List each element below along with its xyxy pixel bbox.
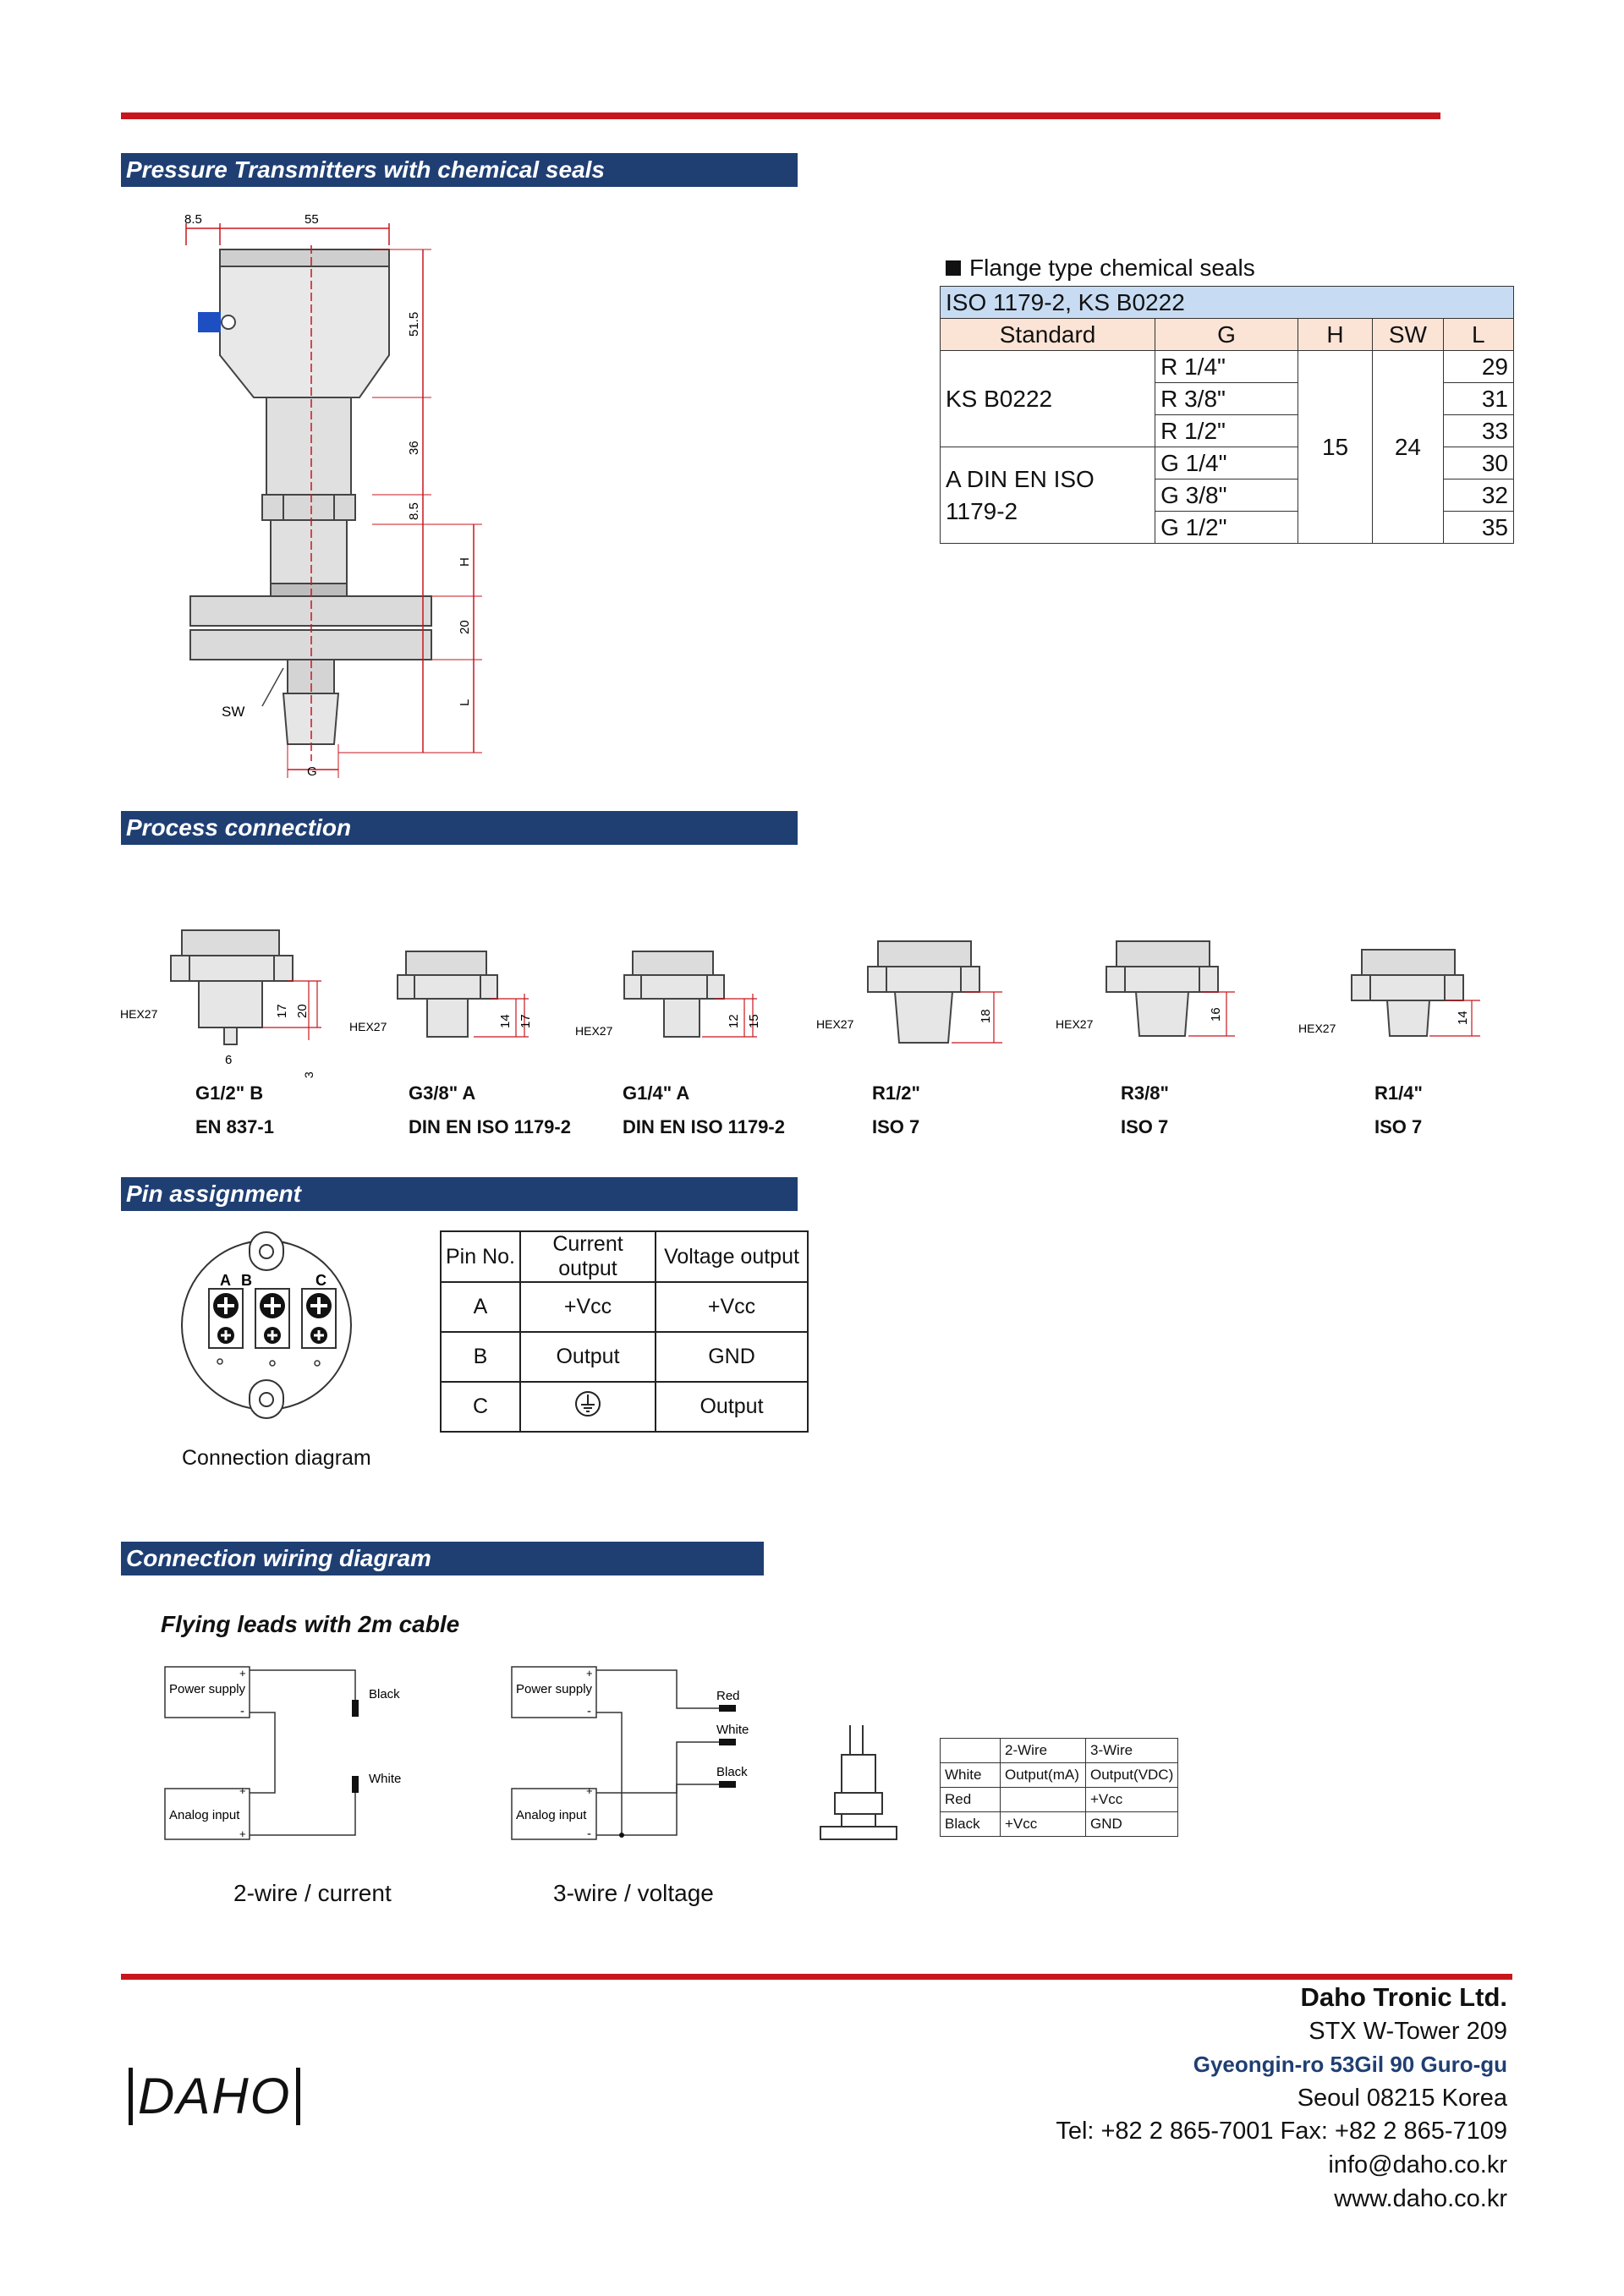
dim-20: 20 bbox=[458, 620, 472, 634]
flange-caption-text: Flange type chemical seals bbox=[969, 255, 1255, 281]
g-cell: G 3/8" bbox=[1155, 479, 1298, 512]
col-g: G bbox=[1155, 319, 1298, 351]
wire-color-table bbox=[940, 1738, 1178, 1837]
wire-table-cell: Red bbox=[941, 1788, 1001, 1812]
l-cell: 35 bbox=[1443, 512, 1513, 544]
wire-black-label: Black bbox=[369, 1687, 400, 1701]
pin-cell: GND bbox=[656, 1332, 808, 1382]
g-cell: R 3/8" bbox=[1155, 383, 1298, 415]
hex-label: HEX27 bbox=[120, 1007, 158, 1021]
conn-name: R1/2" bbox=[872, 1082, 920, 1104]
flange-table-title: ISO 1179-2, KS B0222 bbox=[941, 287, 1514, 319]
ground-symbol-icon bbox=[573, 1389, 602, 1418]
h-value: 15 bbox=[1298, 351, 1372, 544]
connection-diagram-caption: Connection diagram bbox=[182, 1446, 371, 1470]
address-line-3: Seoul 08215 Korea bbox=[1297, 2085, 1507, 2112]
hex-label: HEX27 bbox=[349, 1020, 387, 1033]
minus-sign: - bbox=[587, 1827, 591, 1841]
pin-cell: C bbox=[441, 1382, 520, 1432]
dim-51-5: 51.5 bbox=[407, 311, 421, 337]
pin-label-c: C bbox=[315, 1272, 326, 1289]
conn-std: ISO 7 bbox=[872, 1116, 920, 1137]
l-cell: 30 bbox=[1443, 447, 1513, 479]
wire-white-label: White bbox=[716, 1723, 749, 1737]
pin-cell: Output bbox=[656, 1382, 808, 1432]
pin-header: Pin No. bbox=[441, 1231, 520, 1282]
l-cell: 29 bbox=[1443, 351, 1513, 383]
wiring-subtitle: Flying leads with 2m cable bbox=[161, 1611, 460, 1637]
transmitter-dimension-drawing bbox=[161, 211, 533, 786]
pin-cell: A bbox=[441, 1282, 520, 1332]
dim-8-5-lower: 8.5 bbox=[407, 502, 421, 520]
address-line-2: Gyeongin-ro 53Gil 90 Guro-gu bbox=[1193, 2052, 1507, 2077]
pin-cell: B bbox=[441, 1332, 520, 1382]
conn-std: EN 837-1 bbox=[195, 1116, 274, 1137]
minus-sign: - bbox=[240, 1704, 244, 1718]
analog-input-label: Analog input bbox=[516, 1808, 587, 1822]
square-bullet-icon bbox=[946, 260, 961, 276]
flange-table bbox=[940, 286, 1514, 544]
logo-text: DAHO bbox=[138, 2068, 292, 2124]
section-header-process-connection: Process connection bbox=[121, 811, 798, 845]
process-connection-drawings bbox=[118, 922, 1497, 1082]
plus-sign: + bbox=[239, 1784, 246, 1797]
wire-table-header: 2-Wire bbox=[1001, 1739, 1086, 1763]
wiring-3wire-diagram bbox=[508, 1662, 770, 1848]
std-din: A DIN EN ISO 1179-2 bbox=[941, 447, 1155, 544]
label-sw: SW bbox=[222, 704, 245, 720]
power-supply-label: Power supply bbox=[516, 1682, 593, 1696]
plus-sign: + bbox=[239, 1827, 246, 1840]
label-g: G bbox=[307, 764, 317, 779]
dim: 14 bbox=[1456, 1011, 1470, 1025]
section-header-wiring: Connection wiring diagram bbox=[121, 1542, 764, 1575]
wire-white-label: White bbox=[369, 1772, 402, 1786]
plus-sign: + bbox=[586, 1784, 593, 1797]
dim: 17 bbox=[275, 1004, 289, 1018]
wiring-2wire-diagram bbox=[161, 1662, 423, 1848]
conn-name: R1/4" bbox=[1374, 1082, 1423, 1104]
l-cell: 31 bbox=[1443, 383, 1513, 415]
pin-header: Current output bbox=[520, 1231, 656, 1282]
dim-8-5: 8.5 bbox=[184, 212, 202, 227]
g-cell: R 1/4" bbox=[1155, 351, 1298, 383]
hex-label: HEX27 bbox=[575, 1024, 613, 1038]
hex-label: HEX27 bbox=[1298, 1022, 1336, 1035]
wire-table-cell: GND bbox=[1086, 1812, 1178, 1837]
hex-label: HEX27 bbox=[1056, 1017, 1094, 1031]
contact-website[interactable]: www.daho.co.kr bbox=[1334, 2185, 1507, 2212]
pin-label-a: A bbox=[220, 1272, 231, 1289]
dim-55: 55 bbox=[304, 212, 319, 227]
conn-std: ISO 7 bbox=[1374, 1116, 1423, 1137]
wire-table-header: 3-Wire bbox=[1086, 1739, 1178, 1763]
std-ks: KS B0222 bbox=[941, 351, 1155, 447]
wire-table-header bbox=[941, 1739, 1001, 1763]
dim-36: 36 bbox=[407, 441, 421, 455]
flange-caption bbox=[946, 255, 1255, 282]
conn-name: G1/4" A bbox=[623, 1082, 690, 1104]
wire-table-cell: White bbox=[941, 1763, 1001, 1788]
section-header-transmitters: Pressure Transmitters with chemical seals bbox=[121, 153, 798, 187]
daho-logo bbox=[129, 2068, 300, 2125]
col-sw: SW bbox=[1373, 319, 1443, 351]
wire-table-cell: Black bbox=[941, 1812, 1001, 1837]
l-cell: 33 bbox=[1443, 415, 1513, 447]
dim: 15 bbox=[747, 1014, 761, 1028]
contact-email[interactable]: info@daho.co.kr bbox=[1328, 2151, 1507, 2178]
dim: 14 bbox=[498, 1014, 513, 1028]
g-cell: G 1/2" bbox=[1155, 512, 1298, 544]
footer-rule bbox=[121, 1974, 1512, 1980]
plus-sign: + bbox=[586, 1667, 593, 1680]
wire-table-cell: +Vcc bbox=[1001, 1812, 1086, 1837]
wire-table-cell: Output(mA) bbox=[1001, 1763, 1086, 1788]
col-standard: Standard bbox=[941, 319, 1155, 351]
conn-name: G3/8" A bbox=[409, 1082, 476, 1104]
caption-3wire: 3-wire / voltage bbox=[553, 1880, 714, 1906]
wire-table-cell: Output(VDC) bbox=[1086, 1763, 1178, 1788]
connector-pin-diagram bbox=[178, 1228, 355, 1422]
dim: 12 bbox=[727, 1014, 741, 1028]
minus-sign: - bbox=[587, 1704, 591, 1718]
ground-cell bbox=[520, 1382, 656, 1432]
analog-input-label: Analog input bbox=[169, 1808, 240, 1822]
dim: 6 bbox=[225, 1053, 233, 1067]
conn-name: G1/2" B bbox=[195, 1082, 264, 1104]
power-supply-label: Power supply bbox=[169, 1682, 246, 1696]
g-cell: G 1/4" bbox=[1155, 447, 1298, 479]
dim-h: H bbox=[458, 557, 472, 567]
wire-table-cell bbox=[1001, 1788, 1086, 1812]
wire-black-label: Black bbox=[716, 1765, 748, 1779]
col-l: L bbox=[1443, 319, 1513, 351]
dim: 20 bbox=[295, 1004, 310, 1018]
pin-cell: +Vcc bbox=[656, 1282, 808, 1332]
pin-label-b: B bbox=[241, 1272, 252, 1289]
conn-std: DIN EN ISO 1179-2 bbox=[409, 1116, 571, 1137]
l-cell: 32 bbox=[1443, 479, 1513, 512]
wire-red-label: Red bbox=[716, 1689, 740, 1703]
section-header-pin-assignment: Pin assignment bbox=[121, 1177, 798, 1211]
pin-table bbox=[440, 1230, 809, 1433]
dim: 17 bbox=[518, 1014, 533, 1028]
conn-name: R3/8" bbox=[1121, 1082, 1169, 1104]
conn-std: DIN EN ISO 1179-2 bbox=[623, 1116, 785, 1137]
wire-table-cell: +Vcc bbox=[1086, 1788, 1178, 1812]
contact-phone: Tel: +82 2 865-7001 Fax: +82 2 865-7109 bbox=[1056, 2118, 1507, 2145]
dim: 3 bbox=[302, 1071, 315, 1078]
conn-std: ISO 7 bbox=[1121, 1116, 1169, 1137]
address-line-1: STX W-Tower 209 bbox=[1309, 2018, 1507, 2045]
caption-2wire: 2-wire / current bbox=[233, 1880, 392, 1906]
sw-value: 24 bbox=[1373, 351, 1443, 544]
company-name: Daho Tronic Ltd. bbox=[1300, 1982, 1507, 2012]
hex-label: HEX27 bbox=[816, 1017, 854, 1031]
top-rule bbox=[121, 112, 1440, 119]
pin-header: Voltage output bbox=[656, 1231, 808, 1282]
dim: 18 bbox=[979, 1009, 993, 1023]
dim: 16 bbox=[1209, 1007, 1223, 1022]
cable-sensor-icon bbox=[816, 1721, 909, 1848]
dim-l: L bbox=[458, 699, 472, 706]
pin-cell: Output bbox=[520, 1332, 656, 1382]
g-cell: R 1/2" bbox=[1155, 415, 1298, 447]
pin-cell: +Vcc bbox=[520, 1282, 656, 1332]
col-h: H bbox=[1298, 319, 1372, 351]
plus-sign: + bbox=[239, 1667, 246, 1680]
